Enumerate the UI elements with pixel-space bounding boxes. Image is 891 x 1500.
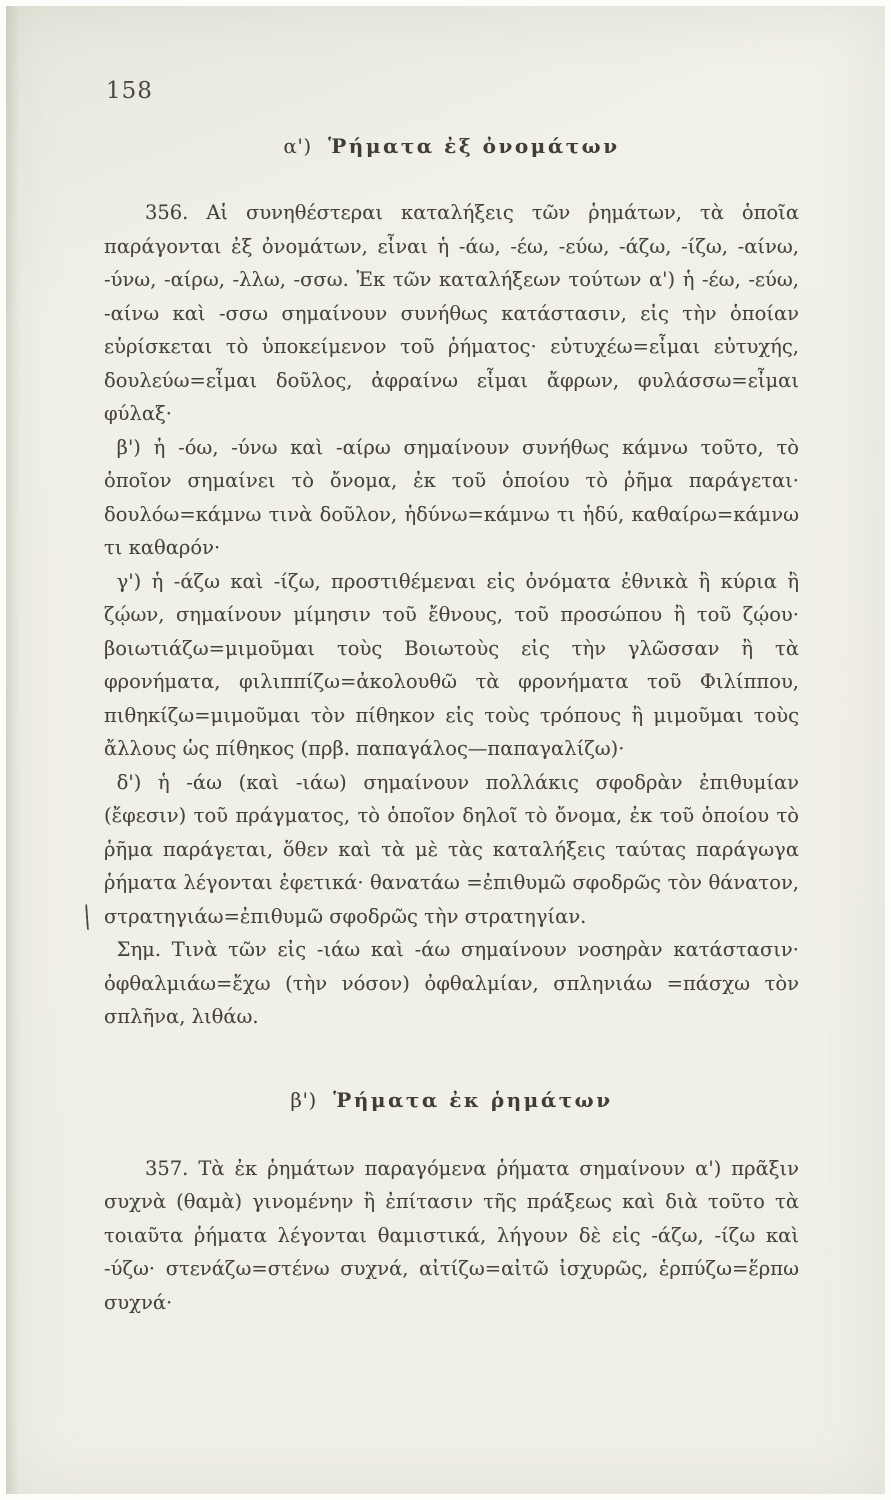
paragraph-356-delta: δ') ἡ -άω (καὶ -ιάω) σημαίνουν πολλάκις σφοδρὰν ἐπιθυμίαν (ἔφεσιν) τοῦ πράγματος, τὸ ὁποῖον δηλοῖ τὸ ὄνομα, ἐκ τοῦ ὁποίου τὸ ῥῆμα παράγεται, ὅθεν καὶ τὰ μὲ τὰς καταλήξεις ταύτας παράγωγα ῥήματα λέγονται ἐφετικά· θανατάω =ἐπιθυμῶ σφοδρῶς τὸν θάνατον, στρατηγιάω=ἐπιθυμῶ σφοδρῶς τὴν στρατηγίαν.	[104, 770, 799, 928]
section-heading-verbs-title: Ῥήματα ἐκ ῥημάτων	[333, 1087, 613, 1112]
section-heading-nouns	[104, 134, 799, 158]
paragraph-356-gamma: γ') ἡ -άζω καὶ -ίζω, προστιθέμεναι εἰς ὀνόματα ἐθνικὰ ἢ κύρια ἢ ζῴων, σημαίνουν μίμησιν τοῦ ἔθνους, τοῦ προσώπου ἢ τοῦ ζῴου· βοιωτιάζω=μιμοῦμαι τοὺς Βοιωτοὺς εἰς τὴν γλῶσσαν ἢ τὰ φρονήματα, φιλιππίζω=ἀκολουθῶ τὰ φρονήματα τοῦ Φιλίππου, πιθηκίζω=μιμοῦμαι τὸν πίθηκον εἰς τοὺς τρόπους ἢ μιμοῦμαι τοὺς ἄλλους ὡς πίθηκος (πρβ. παπαγάλος—παπαγαλίζω)·	[104, 569, 799, 760]
section-heading-nouns-prefix: α')	[283, 134, 312, 158]
section-heading-nouns-title: Ῥήματα ἐξ ὀνομάτων	[328, 134, 620, 158]
paragraph-356-note: Σημ. Τινὰ τῶν εἰς -ιάω καὶ -άω σημαίνουν νοσηρὰν κατάστασιν· ὀφθαλμιάω=ἔχω (τὴν νόσον) ὀφθαλμίαν, σπληνιάω =πάσχω τὸν σπλῆνα, λιθάω.	[104, 938, 799, 1028]
scan-edge-shadow	[6, 6, 20, 1494]
paragraph-357: 357. Τὰ ἐκ ῥημάτων παραγόμενα ῥήματα σημαίνουν α') πρᾶξιν συχνὰ (θαμὰ) γινομένην ἢ ἐπίτασιν τῆς πράξεως καὶ διὰ τοῦτο τὰ τοιαῦτα ῥήματα λέγονται θαμιστικά, λήγουν δὲ εἰς -άζω, -ίζω καὶ -ύζω· στενάζω=στένω συχνά, αἰτίζω=αἰτῶ ἰσχυρῶς, ἑρπύζω=ἕρπω συχνά·	[104, 1156, 799, 1314]
paragraph-356: 356. Αἱ συνηθέστεραι καταλήξεις τῶν ῥημάτων, τὰ ὁποῖα παράγονται ἐξ ὀνομάτων, εἶναι ἡ -άω, -έω, -εύω, -άζω, -ίζω, -αίνω, -ύνω, -αίρω, -λλω, -σσω. Ἐκ τῶν καταλήξεων τούτων α') ἡ -έω, -εύω, -αίνω καὶ -σσω σημαίνουν συνήθως κατάστασιν, εἰς τὴν ὁποίαν εὑρίσκεται τὸ ὑποκείμενον τοῦ ῥήματος· εὐτυχέω=εἶμαι εὐτυχής, δουλεύω=εἶμαι δοῦλος, ἀφραίνω εἶμαι ἄφρων, φυλάσσω=εἶμαι φύλαξ·	[104, 201, 799, 425]
book-page	[6, 6, 885, 1494]
page-number: 158	[106, 78, 153, 104]
section-heading-verbs	[104, 1088, 799, 1112]
paragraph-356-beta: β') ἡ -όω, -ύνω καὶ -αίρω σημαίνουν συνήθως κάμνω τοῦτο, τὸ ὁποῖον σημαίνει τὸ ὄνομα, ἐκ τοῦ ὁποίου τὸ ῥῆμα παράγεται· δουλόω=κάμνω τινὰ δοῦλον, ἡδύνω=κάμνω τι ἡδύ, καθαίρω=κάμνω τι καθαρόν·	[104, 435, 799, 559]
scan-artifact-mark	[85, 904, 93, 930]
section-heading-verbs-prefix: β')	[290, 1087, 317, 1112]
